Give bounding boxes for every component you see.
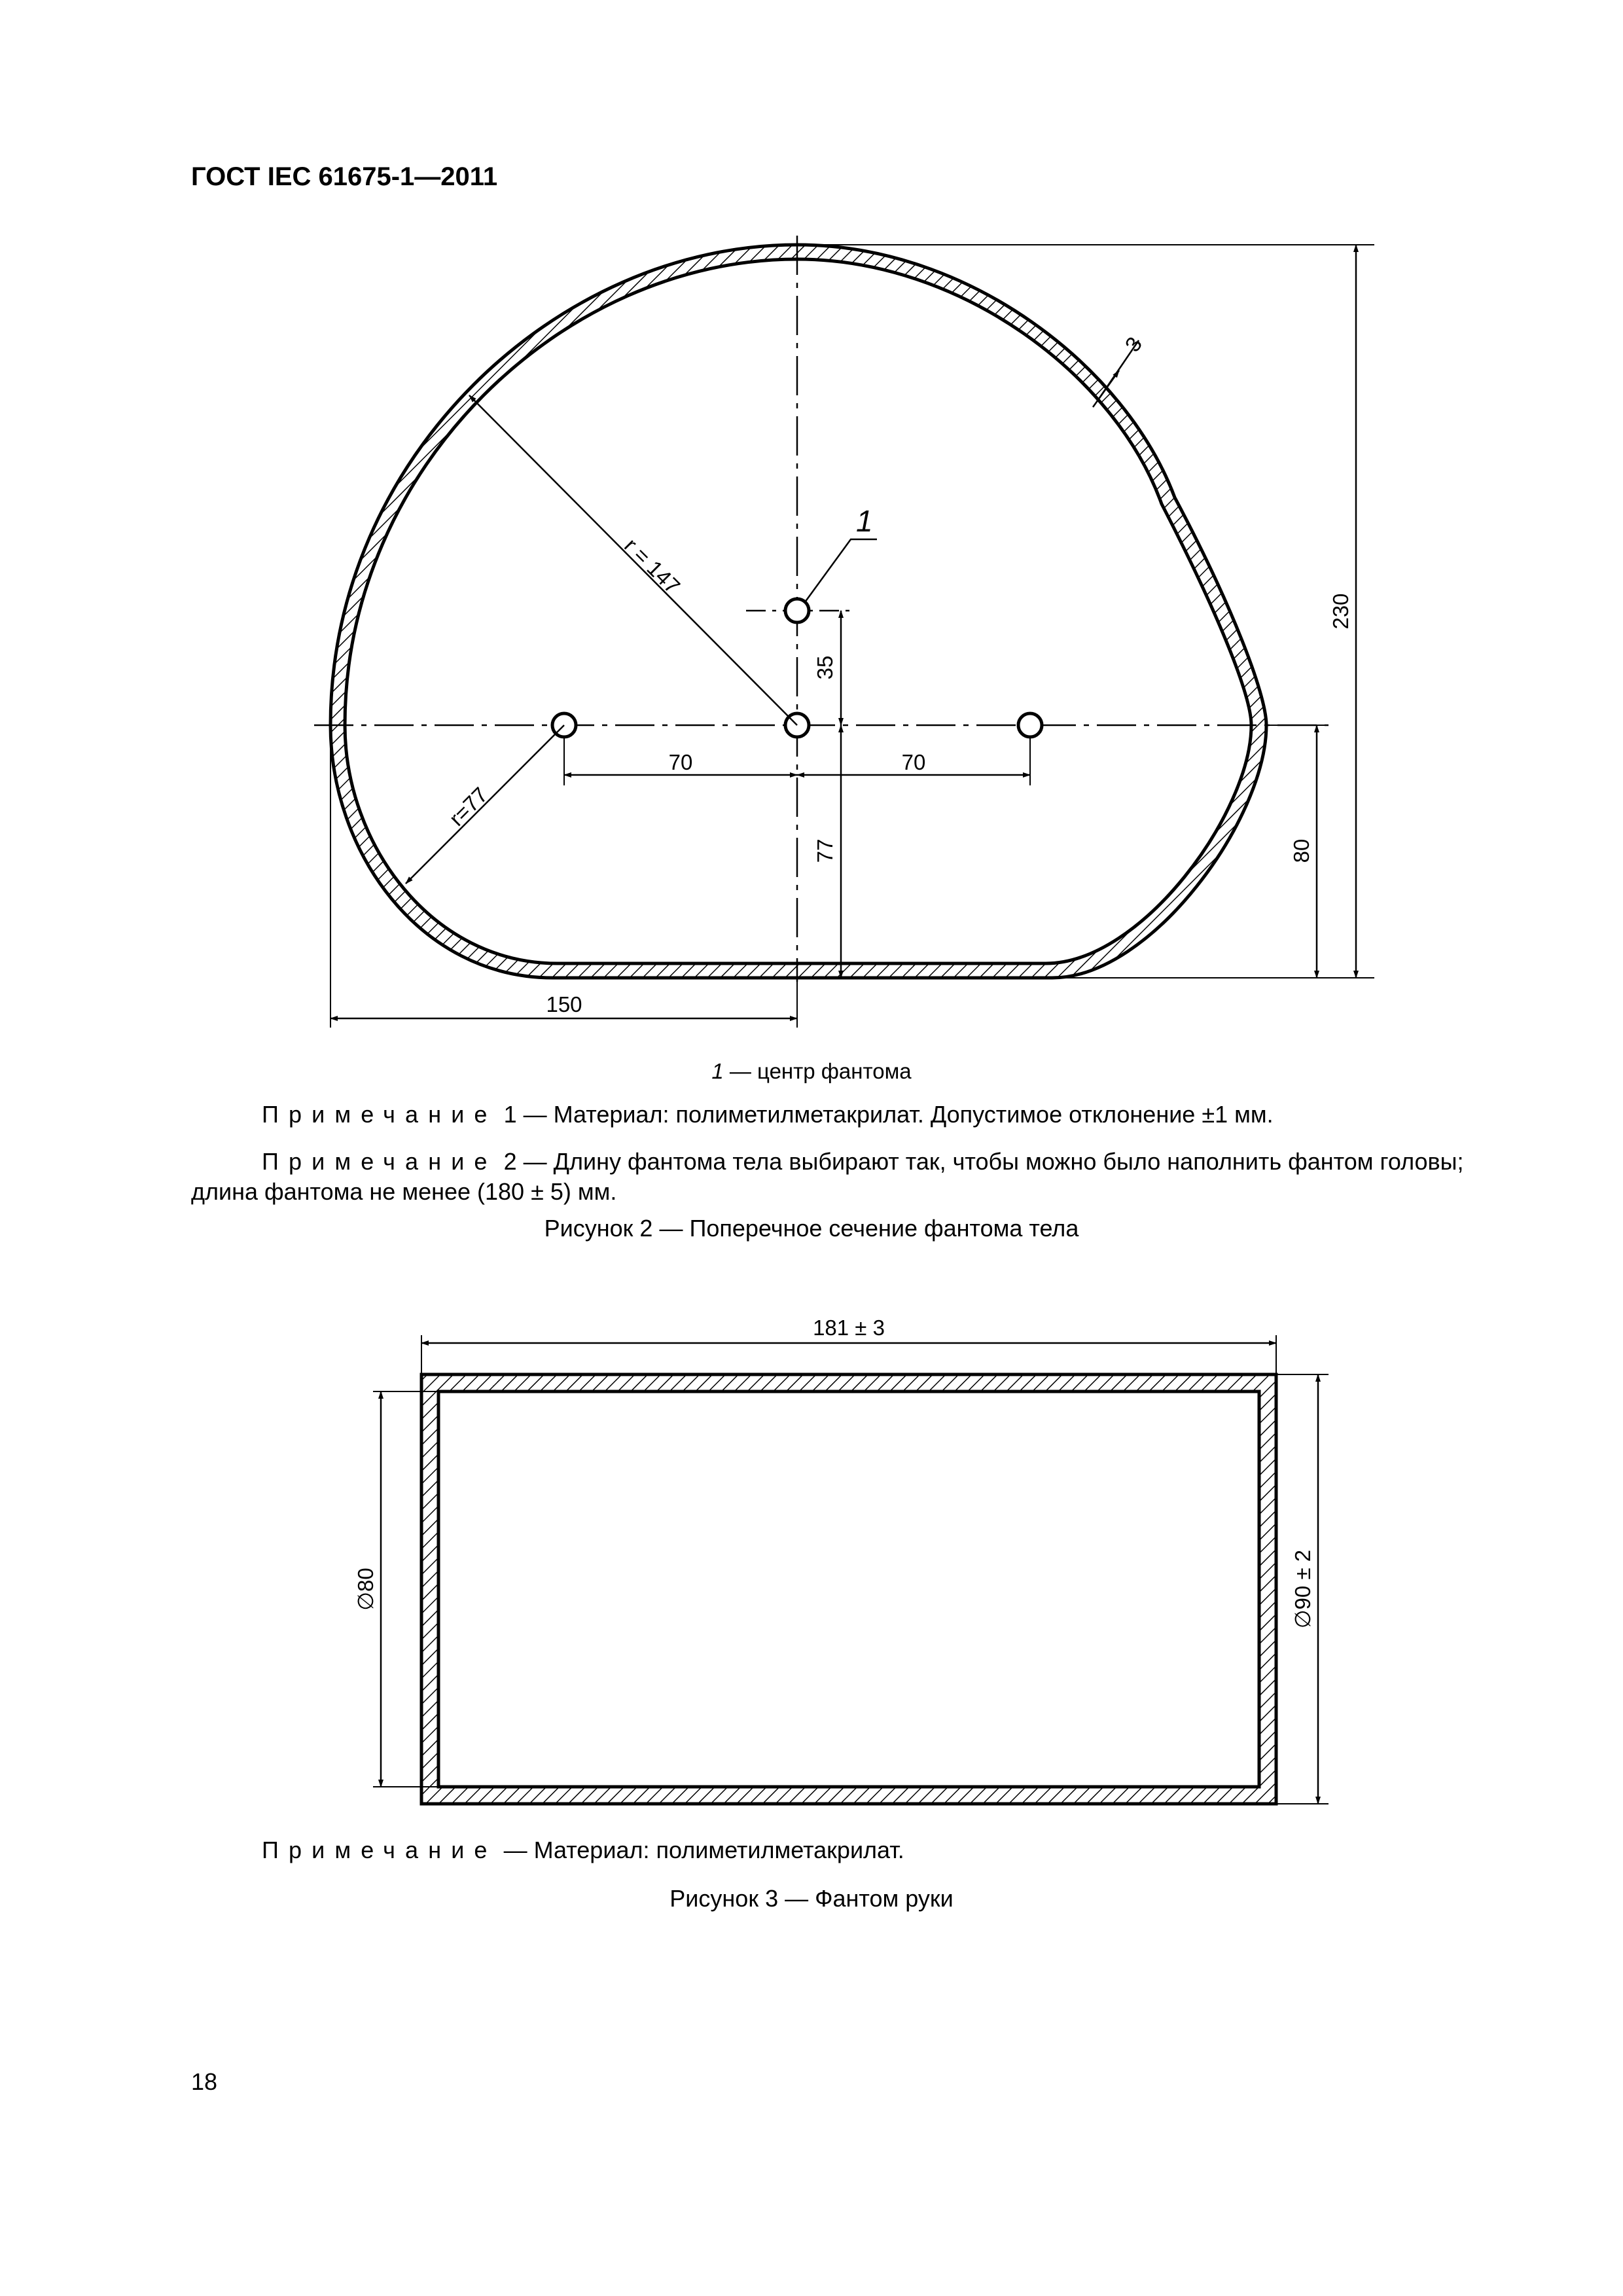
callout-number: 1 xyxy=(856,504,873,538)
dim-3-label: 3 xyxy=(1120,332,1147,357)
dim-r147-label: r = 147 xyxy=(620,533,685,599)
legend-number: 1 xyxy=(711,1059,724,1083)
figure3-note xyxy=(191,1835,1491,1865)
note3-text: — Материал: полиметилметакрилат. xyxy=(497,1837,904,1863)
note2-label: Примечание xyxy=(262,1148,497,1175)
arm-phantom-wall xyxy=(421,1374,1276,1804)
dim-70-left-label: 70 xyxy=(668,750,693,774)
note1-text: 1 — Материал: полиметилметакрилат. Допустимое отклонение ±1 мм. xyxy=(497,1101,1274,1128)
figure2-note2 xyxy=(191,1147,1491,1207)
note1-label: Примечание xyxy=(262,1101,497,1128)
figure2-note1 xyxy=(191,1100,1491,1130)
dim-230-label: 230 xyxy=(1329,593,1353,630)
dim-r77-label: r=77 xyxy=(444,782,493,831)
figure2-legend xyxy=(0,1059,1623,1084)
dim-90-diameter-label: ∅90 ± 2 xyxy=(1291,1549,1315,1629)
dim-80-diameter-label: ∅80 xyxy=(353,1568,378,1611)
document-header: ГОСТ IEC 61675-1—2011 xyxy=(191,162,498,191)
dim-150-label: 150 xyxy=(546,992,582,1016)
hole-right xyxy=(1018,713,1042,737)
figure2-caption: Рисунок 2 — Поперечное сечение фантома тела xyxy=(544,1215,1079,1242)
arm-phantom-drawing xyxy=(353,1316,1329,1804)
note2-text: 2 — Длину фантома тела выбирают так, чтобы можно было наполнить фантом головы; длина фантома не менее (180 ± 5) мм. xyxy=(191,1148,1464,1205)
figure3-caption: Рисунок 3 — Фантом руки xyxy=(669,1885,954,1912)
page-number: 18 xyxy=(191,2068,218,2095)
dim-70-right-label: 70 xyxy=(901,750,926,774)
dim-181-label: 181 ± 3 xyxy=(813,1316,885,1340)
note3-label: Примечание xyxy=(262,1837,497,1863)
dim-35-label: 35 xyxy=(813,655,837,680)
legend-text: — центр фантома xyxy=(723,1059,912,1083)
callout-leader xyxy=(805,539,877,602)
body-phantom-drawing xyxy=(314,236,1374,1028)
dim-77-label: 77 xyxy=(813,838,837,863)
dim-80-label: 80 xyxy=(1289,838,1313,863)
